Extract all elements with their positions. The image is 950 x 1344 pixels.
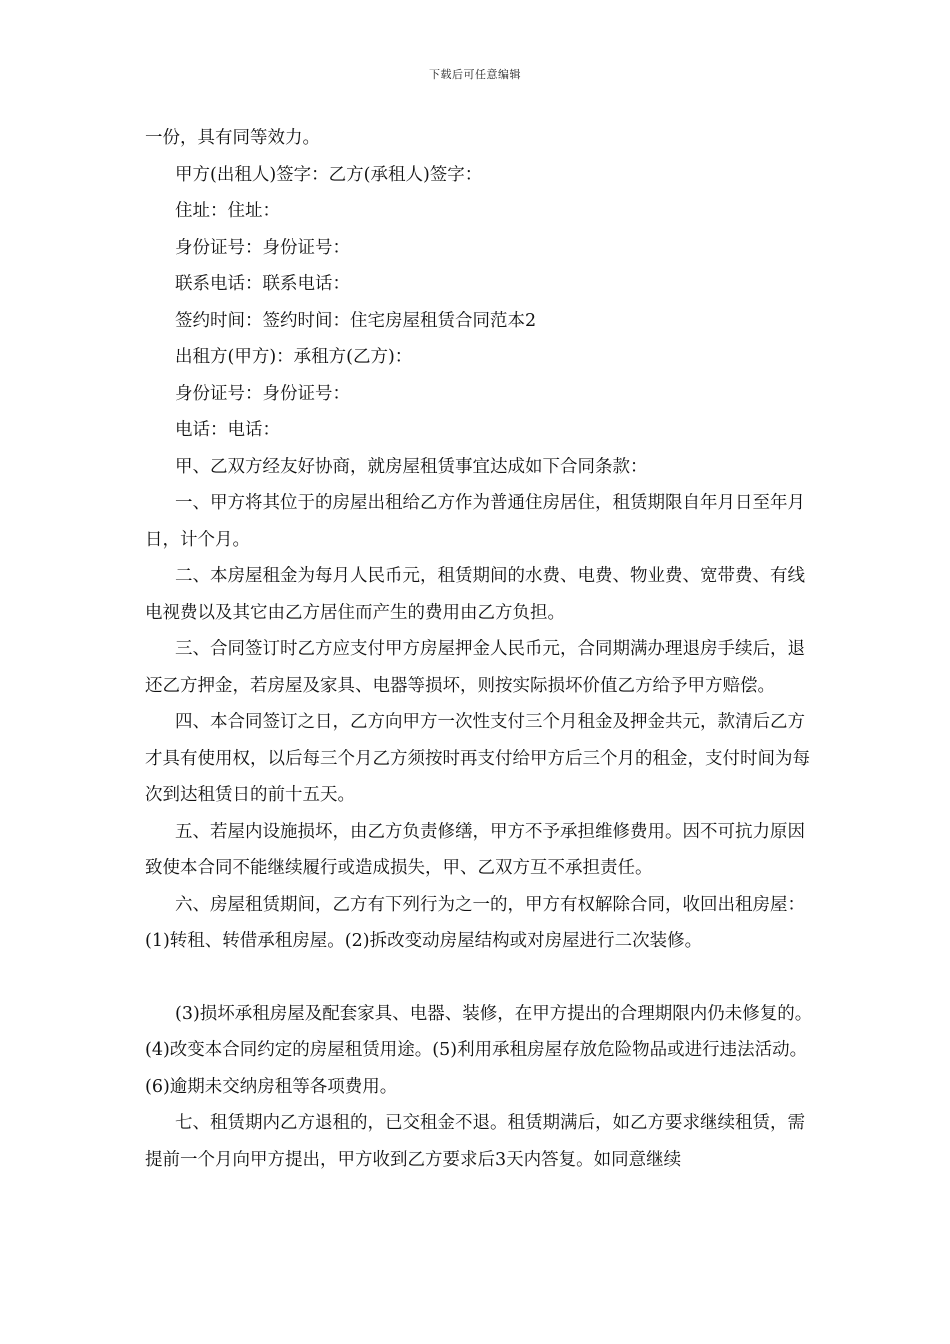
paragraph: 甲、乙双方经友好协商，就房屋租赁事宜达成如下合同条款：	[175, 456, 648, 477]
clause-2: 二、本房屋租金为每月人民币元，租赁期间的水费、电费、物业费、宽带费、有线电视费以及其它由乙方居住而产生的费用由乙方负担。	[145, 566, 805, 623]
clause-3: 三、合同签订时乙方应支付甲方房屋押金人民币元，合同期满办理退房手续后，退还乙方押金，若房屋及家具、电器等损坏，则按实际损坏价值乙方给予甲方赔偿。	[145, 639, 805, 696]
document-body	[145, 120, 815, 1178]
clause-6-continued: (3)损坏承租房屋及配套家具、电器、装修，在甲方提出的合理期限内仍未修复的。(4)改变本合同约定的房屋租赁用途。(5)利用承租房屋存放危险物品或进行违法活动。(6)逾期未交纳房租等各项费用。	[145, 1003, 813, 1097]
paragraph: 出租方(甲方)：承租方(乙方)：	[175, 347, 413, 367]
clause-7: 七、租赁期内乙方退租的，已交租金不退。租赁期满后，如乙方要求继续租赁，需提前一个月向甲方提出，甲方收到乙方要求后3天内答复。如同意继续	[145, 1113, 805, 1170]
clause-6: 六、房屋租赁期间，乙方有下列行为之一的，甲方有权解除合同，收回出租房屋：(1)转租、转借承租房屋。(2)拆改变动房屋结构或对房屋进行二次装修。	[145, 894, 805, 951]
paragraph: 一份，具有同等效力。	[145, 128, 320, 148]
clause-1: 一、甲方将其位于的房屋出租给乙方作为普通住房居住，租赁期限自年月日至年月日，计个月。	[145, 493, 805, 550]
clause-5: 五、若屋内设施损坏，由乙方负责修缮，甲方不予承担维修费用。因不可抗力原因致使本合同不能继续履行或造成损失，甲、乙双方互不承担责任。	[145, 821, 805, 878]
paragraph: 身份证号：身份证号：	[175, 237, 350, 258]
paragraph: 签约时间：签约时间：住宅房屋租赁合同范本2	[175, 310, 537, 331]
paragraph: 身份证号：身份证号：	[175, 383, 350, 404]
paragraph: 甲方(出租人)签字：乙方(承租人)签字：	[175, 164, 483, 185]
paragraph: 住址：住址：	[175, 201, 280, 221]
page-header: 下载后可任意编辑	[429, 68, 521, 81]
clause-4: 四、本合同签订之日，乙方向甲方一次性支付三个月租金及押金共元，款清后乙方才具有使用权，以后每三个月乙方须按时再支付给甲方后三个月的租金，支付时间为每次到达租赁日的前十五天。	[145, 712, 810, 805]
paragraph: 电话：电话：	[175, 420, 280, 440]
paragraph: 联系电话：联系电话：	[175, 274, 350, 294]
